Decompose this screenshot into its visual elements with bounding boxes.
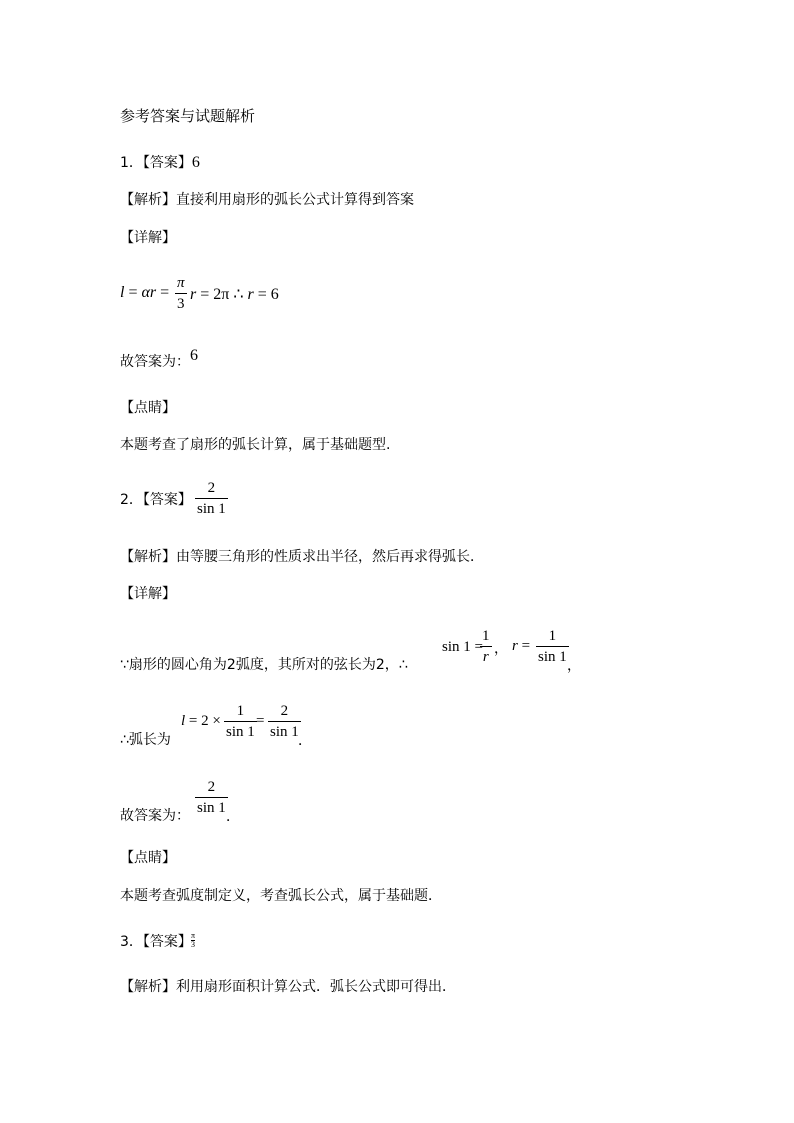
q2-line2-text: ∴弧长为: [120, 732, 171, 748]
q3-analysis-text: 利用扇形面积计算公式．弧长公式即可得出．: [176, 979, 456, 995]
q3-answer-den: 3: [191, 940, 196, 949]
q2-eq-l2: =: [256, 713, 265, 729]
q2-answer-label: 2．【答案】: [120, 492, 192, 508]
q2-comma-2: ，: [567, 658, 581, 674]
q2-l-left: l: [181, 713, 186, 729]
page-title: 参考答案与试题解析: [120, 107, 256, 125]
q2-answer-fraction: [195, 480, 228, 518]
q2-f1-den: r: [482, 649, 489, 665]
q1-formula-right: [190, 284, 279, 304]
q2-f3-num: 1: [236, 703, 245, 719]
q2-analysis-text: 由等腰三角形的性质求出半径，然后再求得弧长．: [176, 549, 484, 565]
q2-analysis: [120, 547, 484, 567]
q1-formula-r1: r: [149, 284, 157, 301]
q2-eq-r: =: [517, 638, 531, 654]
q2-analysis-label: 【解析】: [120, 549, 176, 565]
q2-result-bar: [195, 797, 228, 798]
q1-formula-r2: r: [190, 286, 197, 303]
q2-result-fraction: [195, 779, 228, 817]
q3-analysis: [120, 977, 456, 997]
q2-period-2: ．: [226, 809, 240, 825]
q1-detail-label: 【详解】: [120, 230, 176, 246]
q1-comment-label: 【点睛】: [120, 400, 176, 416]
q1-answer: [120, 153, 200, 173]
q2-sin1-left: sin 1 =: [442, 639, 483, 655]
q1-answer-label: 1．【答案】: [120, 155, 192, 171]
q3-answer-num: π: [191, 931, 196, 940]
q2-f4-den: sin 1: [270, 724, 299, 740]
q2-comment-label: 【点睛】: [120, 850, 176, 866]
q1-analysis: [120, 190, 414, 210]
q1-formula-fraction: [175, 275, 187, 313]
q2-eq-l: = 2 ×: [185, 713, 221, 729]
q1-formula-r3: r: [247, 286, 254, 303]
q1-answer-value: 6: [191, 154, 200, 171]
q2-f2-bar: [536, 646, 569, 647]
q2-line1-text: ∵扇形的圆心角为2弧度，其所对的弦长为2，∴: [120, 657, 408, 673]
q1-analysis-label: 【解析】: [120, 192, 176, 208]
q2-fraction-1: [480, 628, 492, 666]
q2-f2-num: 1: [548, 628, 557, 644]
q2-period-1: ．: [298, 733, 312, 749]
q2-r-eq: [512, 638, 530, 655]
q2-f1-num: 1: [482, 628, 490, 644]
q2-comma-1: ，: [494, 641, 508, 657]
q2-f1-bar: [480, 646, 492, 647]
q1-formula-eq3: = 2π ∴: [196, 286, 248, 303]
q2-answer-den: sin 1: [197, 501, 226, 517]
q1-result: [120, 347, 198, 372]
q1-formula-alpha: α: [141, 284, 150, 301]
q1-fraction-bar: [175, 293, 187, 294]
q2-comment-text: 本题考查弧度制定义，考查弧长公式，属于基础题．: [120, 888, 442, 904]
q2-detail-label: 【详解】: [120, 586, 176, 602]
q2-answer-bar: [195, 498, 228, 499]
q2-fraction-3: [224, 703, 257, 741]
q3-answer-fraction: [191, 932, 195, 949]
q1-formula-left: [120, 284, 169, 302]
q2-result-den: sin 1: [197, 800, 226, 816]
q2-f4-bar: [268, 721, 301, 722]
q1-result-value: 6: [190, 347, 198, 364]
q3-answer-label: 3．【答案】: [120, 934, 192, 950]
q1-formula-eq4: = 6: [253, 286, 279, 303]
q2-f3-den: sin 1: [226, 724, 255, 740]
q3-analysis-label: 【解析】: [120, 979, 176, 995]
q1-result-label: 故答案为：: [120, 354, 190, 370]
q2-f3-bar: [224, 721, 257, 722]
q2-f4-num: 2: [280, 703, 289, 719]
q1-formula-eq2: =: [156, 284, 170, 301]
q1-formula-eq1: =: [124, 284, 142, 301]
q2-f2-den: sin 1: [538, 649, 567, 665]
q2-fraction-2: [536, 628, 569, 666]
q2-l-eq: [181, 713, 221, 730]
q1-formula-l: l: [120, 284, 125, 301]
q2-answer-num: 2: [207, 480, 216, 496]
q2-fraction-4: [268, 703, 301, 741]
q1-fraction-num: π: [177, 275, 185, 291]
q1-fraction-den: 3: [177, 296, 185, 312]
q1-comment-text: 本题考查了扇形的弧长计算，属于基础题型.: [120, 437, 391, 453]
q2-result-num: 2: [207, 779, 216, 795]
q2-result-label: 故答案为：: [120, 808, 190, 824]
q1-analysis-text: 直接利用扇形的弧长公式计算得到答案: [176, 192, 414, 208]
q2-r-left: r: [512, 638, 518, 654]
